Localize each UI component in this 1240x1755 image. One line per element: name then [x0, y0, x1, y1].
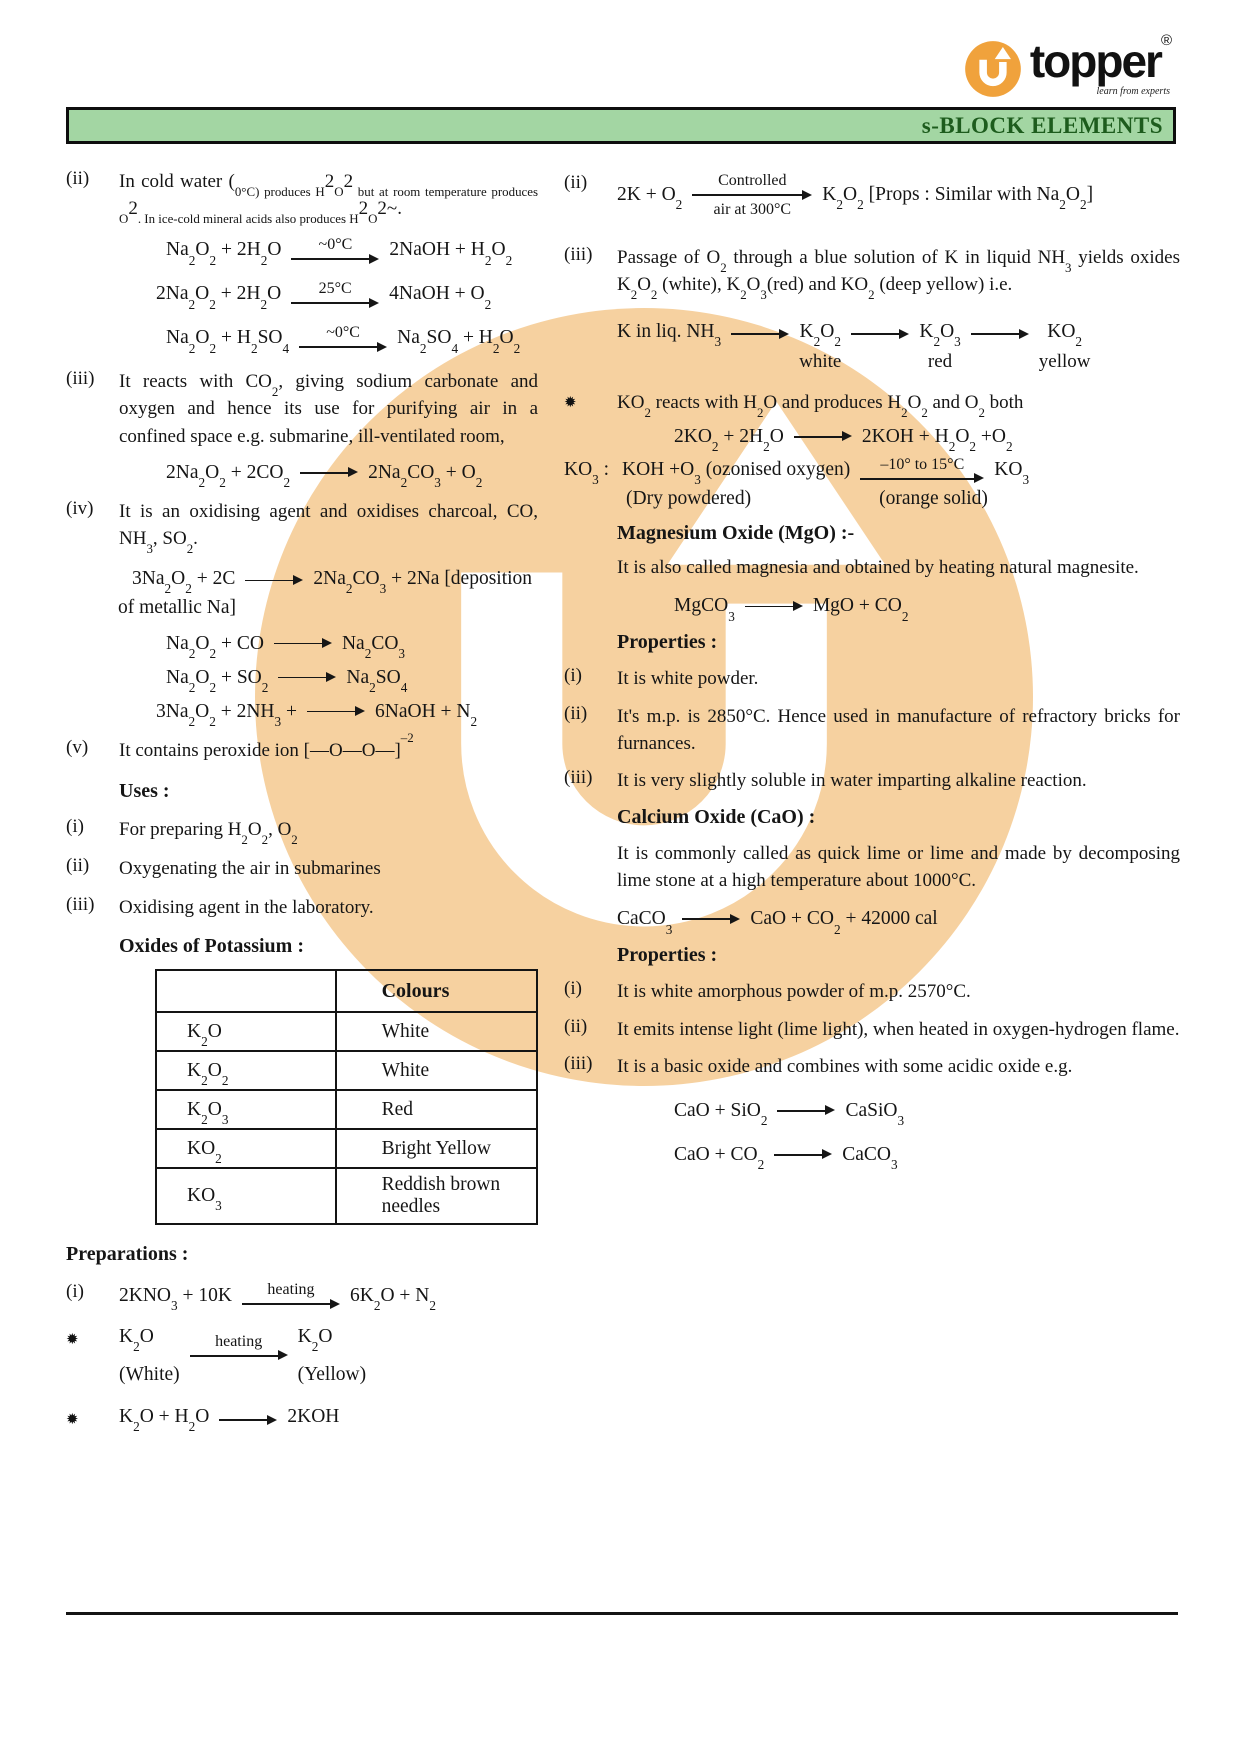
utopper-logo — [964, 32, 1170, 98]
equation-na2o2-charcoal: $3Na_2O_2 + 2C$ $2Na_2CO_3 + 2Na$ [deposition of metallic Na] — [118, 568, 533, 619]
item-text: It emits intense light (lime light), when heated in oxygen-hydrogen flame. — [617, 1018, 1180, 1040]
footer-divider — [66, 1612, 1178, 1615]
mgo-property-ii — [564, 703, 1180, 757]
equation-cao-sio2: CaO + SiO$_2$ CaSiO$_3$ — [674, 1099, 905, 1129]
table-row: $K_2O$ White — [156, 1012, 537, 1051]
brand-tagline: learn from experts — [1096, 85, 1170, 97]
item-text: It reacts with $CO_2$, giving sodium carbonate and oxygen and hence its use for purifying air in a confined space e.g. submarine, ill-ventilated room, — [119, 371, 539, 447]
left-column — [66, 160, 539, 1435]
reaction-arrow: 25°C — [291, 280, 379, 309]
colour-label: yellow — [1038, 350, 1091, 372]
reaction-arrow — [851, 329, 909, 340]
item-text: It's m.p. is 2850°C. Hence used in manufacture of refractory bricks for furnances. — [617, 705, 1180, 754]
use-item-ii — [66, 855, 538, 882]
equation-na2o2-water-25: $2Na_2O_2 + 2H_2O$ 25°C 4NaOH + $O_2$ — [156, 280, 492, 312]
reaction-arrow — [971, 329, 1029, 340]
list-item-iii-right — [564, 244, 1180, 303]
item-text: It is white amorphous powder of m.p. 2570°C. — [617, 981, 971, 1003]
oxides-of-potassium-heading: Oxides of Potassium : — [119, 935, 304, 958]
star-bullet-icon: ✹ — [66, 1411, 79, 1428]
magnesium-oxide-text: It is also called magnesia and obtained by heating natural magnesite. — [617, 557, 1139, 579]
right-column — [564, 160, 1180, 1429]
reaction-arrow: heating — [242, 1281, 340, 1310]
item-text: Oxygenating the air in submarines — [119, 857, 381, 879]
state-note: (White) — [119, 1363, 180, 1385]
reaction-arrow — [300, 467, 358, 478]
reaction-arrow — [278, 672, 336, 683]
cao-property-ii — [564, 1016, 1180, 1043]
equation-na2o2-h2so4: $Na_2O_2 + H_2SO_4$ ~0°C $Na_2SO_4 + H_2O_2$ — [166, 324, 521, 356]
item-text: $KO_2$ reacts with $H_2O$ and produces $H_2O_2$ and $O_2$ both — [617, 391, 1024, 420]
reaction-arrow — [219, 1415, 277, 1426]
utopper-u-arrow-icon — [964, 40, 1022, 98]
list-item-ii — [66, 168, 539, 227]
item-number: (iii) — [564, 766, 593, 788]
mgo-property-i — [564, 665, 1180, 692]
state-note: (Yellow) — [297, 1363, 367, 1385]
list-item-ii-right — [564, 172, 1180, 218]
use-item-i — [66, 815, 538, 847]
reaction-arrow — [245, 575, 303, 586]
item-number: (ii) — [564, 172, 588, 193]
colour-label: white — [799, 350, 842, 372]
preparations-heading: Preparations : — [66, 1243, 189, 1266]
equation-na2o2-water-cold: $Na_2O_2 + 2H_2O$ ~0°C 2NaOH + $H_2O_2$ — [166, 236, 513, 268]
reaction-arrow — [731, 329, 789, 340]
equation-na2o2-nh3: $3Na_2O_2 + 2NH_3$ + 6NaOH + $N_2$ — [156, 700, 478, 729]
registered-mark: ® — [1160, 32, 1170, 49]
item-number: (ii) — [66, 854, 90, 876]
state-note: (Dry powdered) — [626, 488, 752, 510]
magnesium-oxide-heading: Magnesium Oxide (MgO) :- — [617, 522, 855, 545]
colour-label: red — [927, 350, 953, 372]
item-text: It contains peroxide ion [—O—O—]$^{-2}$ — [119, 730, 414, 761]
cao-property-iii — [564, 1053, 1180, 1080]
list-item-v — [66, 730, 538, 764]
mgo-properties-heading: Properties : — [617, 631, 718, 654]
calcium-oxide-text: It is commonly called as quick lime or lime and made by decomposing lime stone at a high temperature about 1000°C. — [617, 843, 1180, 892]
preparation-bullet-1: ✹ $K_2O$ (White) heating $K_2O$ (Yellow) — [66, 1325, 367, 1385]
list-item-iii — [66, 368, 538, 449]
item-number: (i) — [66, 815, 84, 837]
table-row: $K_2O_3$ Red — [156, 1090, 537, 1129]
item-number: (iii) — [564, 1052, 593, 1074]
item-text: For preparing $H_2O_2$, $O_2$ — [119, 818, 298, 847]
equation-mgco3: MgCO$_3$ MgO + $CO_2$ — [674, 595, 909, 624]
item-text: It is white powder. — [617, 668, 759, 690]
ko3-label: $KO_3$ : — [564, 458, 610, 488]
item-number: (ii) — [564, 1015, 588, 1037]
ko2-bullet-item — [564, 389, 1180, 420]
colours-header-cell: Colours — [336, 970, 537, 1012]
reaction-arrow — [682, 914, 740, 925]
cao-property-i — [564, 978, 1180, 1005]
ko3-block: $KO_3$ : KOH $+O_3$ (ozonised oxygen) –10° to 15°C $KO_3$ (Dry powdered) (orange solid) — [564, 455, 1030, 510]
item-text: Passage of $O_2$ through a blue solution of K in liquid $NH_3$ yields oxides $K_2O_2$ (white), $K_2O_3(red)$ and $KO_2$ (deep yellow) i.e. — [617, 247, 1180, 303]
calcium-oxide-heading: Calcium Oxide (CaO) : — [617, 806, 816, 829]
table-row: $K_2O_2$ White — [156, 1051, 537, 1090]
item-number: (ii) — [66, 168, 90, 189]
reaction-arrow: –10° to 15°C — [860, 456, 984, 485]
table-header-row — [156, 970, 537, 1012]
item-number: (i) — [564, 665, 582, 687]
star-bullet-icon: ✹ — [564, 394, 577, 411]
star-bullet-icon: ✹ — [66, 1331, 79, 1348]
oxides-colour-table — [155, 969, 538, 1225]
equation-2ko2-2h2o: $2KO_2 + 2H_2O$ $2KOH + H_2O_2 +O_2$ — [674, 425, 1013, 454]
equation-caco3: CaCO$_3$ CaO + $CO_2 + 42000$ cal — [617, 908, 938, 937]
equation-kno3-k: $2KNO_3 + 10K$ heating $6K_2O + N_2$ — [119, 1281, 436, 1313]
equation-k2o-h2o: $K_2O + H_2O$ 2KOH — [119, 1405, 340, 1435]
use-item-iii — [66, 894, 538, 921]
empty-header-cell — [156, 970, 336, 1012]
mgo-property-iii — [564, 767, 1180, 794]
list-item-iv — [66, 497, 538, 556]
uses-heading: Uses : — [119, 779, 170, 802]
preparation-i — [66, 1281, 538, 1313]
reaction-arrow — [794, 431, 852, 442]
chapter-title: s-BLOCK ELEMENTS — [921, 112, 1163, 138]
reaction-arrow — [745, 601, 803, 612]
item-number: (iii) — [66, 368, 95, 390]
reaction-arrow: ~0°C — [291, 236, 379, 265]
reaction-arrow: Controlled air at 300°C — [692, 172, 812, 218]
two-column-content — [66, 160, 1180, 1435]
item-text: Oxidising agent in the laboratory. — [119, 897, 374, 919]
equation-na2o2-so2: $Na_2O_2 + SO_2$ $Na_2SO_4$ — [166, 666, 408, 695]
reaction-arrow: heating — [190, 1333, 288, 1362]
reaction-arrow — [274, 638, 332, 649]
equation-2k-o2: $2K + O_2$ Controlled air at 300°C $K_2O_2$ [Props : Similar with $Na_2O_2$] — [617, 172, 1094, 218]
chapter-banner — [66, 107, 1176, 144]
item-number: (i) — [66, 1281, 84, 1303]
item-number: (iv) — [66, 497, 94, 519]
table-row: $KO_3$ Reddish brown needles — [156, 1168, 537, 1224]
equation-cao-co2: CaO + $CO_2$ CaCO$_3$ — [674, 1143, 898, 1173]
item-text: In cold water ($_{0^\circ C) produces H}2_O2$ $_{but at room temperature produces O}2_{. In ice-cold mineral acids also produces H}2_O2\sim$. — [119, 171, 539, 227]
reaction-arrow — [777, 1105, 835, 1116]
reaction-arrow: ~0°C — [299, 324, 387, 353]
table-row: $KO_2$ Bright Yellow — [156, 1129, 537, 1168]
item-number: (i) — [564, 978, 582, 1000]
reaction-arrow — [774, 1149, 832, 1160]
item-number: (ii) — [564, 702, 588, 724]
cao-properties-heading: Properties : — [617, 944, 718, 967]
item-text: It is an oxidising agent and oxidises charcoal, CO, $NH_3$, $SO_2$. — [119, 500, 538, 556]
item-number: (iii) — [564, 244, 593, 266]
equation-na2o2-co: $Na_2O_2$ + CO $Na_2CO_3$ — [166, 632, 406, 661]
item-number: (iii) — [66, 894, 95, 916]
equation-na2o2-co2: $2Na_2O_2 + 2CO_2$ $2Na_2CO_3 + O_2$ — [166, 461, 483, 491]
item-number: (v) — [66, 736, 89, 758]
potassium-oxide-chain: K in liq. $NH_3$ $K_2O_2$ white $K_2O_3$ red $KO_2$ yellow — [617, 320, 1091, 372]
brand-name: topper® — [1029, 32, 1170, 87]
reaction-arrow — [307, 706, 365, 717]
item-text: It is very slightly soluble in water imparting alkaline reaction. — [617, 769, 1087, 791]
item-text: It is a basic oxide and combines with some acidic oxide e.g. — [617, 1055, 1073, 1077]
state-note: (orange solid) — [879, 488, 988, 510]
preparation-bullet-2 — [66, 1405, 538, 1435]
